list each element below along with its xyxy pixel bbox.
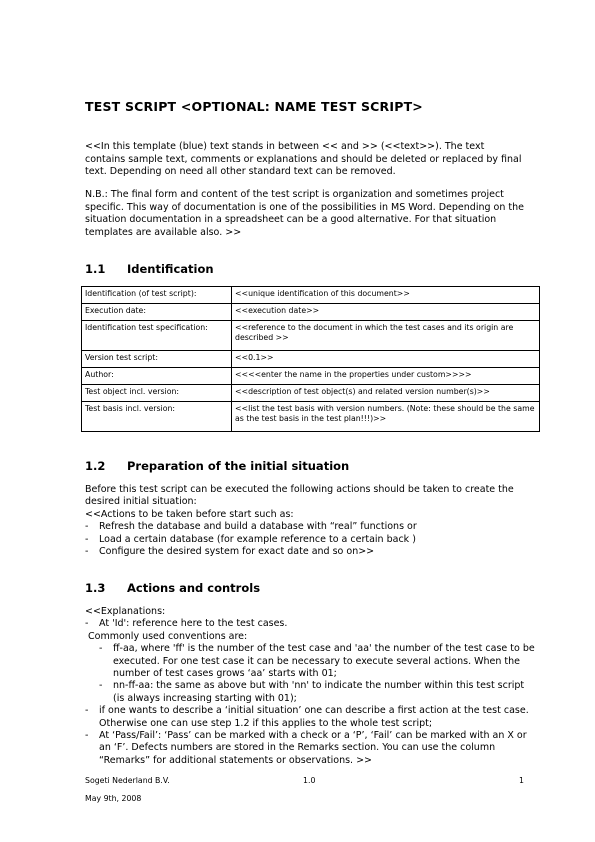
- section-heading-identification: [85, 262, 214, 276]
- table-row: [82, 304, 540, 321]
- explanations-intro: <<Explanations:: [85, 606, 166, 617]
- table-value: <<description of test object(s) and related version number(s)>>: [232, 385, 540, 402]
- conventions-line: Commonly used conventions are:: [85, 630, 248, 642]
- table-value: <<list the test basis with version numbers. (Note: these should be the same as the test basis in the test plan!!!)>>: [232, 402, 540, 432]
- section-number: 1.2: [85, 459, 106, 473]
- list-item: - ff-aa, where 'ff' is the number of the test case and 'aa' the number of the test case to be executed. For one test case it can be necessary to execute several actions. When the number of test cases grows ‘aa’ starts with 01;: [99, 643, 535, 680]
- table-row: [82, 402, 540, 432]
- table-label: Test basis incl. version:: [82, 402, 232, 432]
- footer-company: Sogeti Nederland B.V.: [85, 776, 170, 785]
- list-item: - if one wants to describe a ‘initial situation’ one can describe a first action at the test case. Otherwise one can use step 1.2 if this applies to the whole test script;: [85, 705, 529, 729]
- table-label: Identification (of test script):: [82, 287, 232, 304]
- table-value: <<unique identification of this document>>: [232, 287, 540, 304]
- list-item: - Configure the desired system for exact date and so on>>: [85, 546, 375, 558]
- table-value: <<0.1>>: [232, 351, 540, 368]
- section-number: 1.1: [85, 262, 106, 276]
- table-row: [82, 385, 540, 402]
- table-row: [82, 287, 540, 304]
- footer-date: May 9th, 2008: [85, 794, 142, 803]
- list-item: - Refresh the database and build a database with “real” functions or: [85, 521, 417, 533]
- section-title: Actions and controls: [127, 581, 261, 595]
- footer-page-number: 1: [519, 776, 524, 785]
- table-value: <<execution date>>: [232, 304, 540, 321]
- list-item: - nn-ff-aa: the same as above but with 'nn' to indicate the number within this test script (is always increasing starting with 01);: [99, 680, 525, 704]
- section-title: Preparation of the initial situation: [127, 459, 350, 473]
- section-heading-actions: [85, 581, 260, 595]
- list-item: - At ‘Pass/Fail’: ‘Pass’ can be marked with a check or a ‘P’, ‘Fail’ can be marked with an X or an ‘F’. Defects numbers are stored in the Remarks section. You can use the column “Remarks” for additional statements or observations. >>: [85, 730, 527, 766]
- section-number: 1.3: [85, 581, 106, 595]
- table-row: [82, 351, 540, 368]
- preparation-intro: Before this test script can be executed the following actions should be taken to create the desired initial situation:: [85, 484, 514, 508]
- identification-table: [81, 286, 540, 432]
- table-label: Author:: [82, 368, 232, 385]
- document-title: TEST SCRIPT <OPTIONAL: NAME TEST SCRIPT>: [85, 99, 423, 114]
- list-item: - Load a certain database (for example reference to a certain back ): [85, 533, 416, 545]
- table-label: Identification test specification:: [82, 321, 232, 351]
- table-label: Version test script:: [82, 351, 232, 368]
- table-value: <<reference to the document in which the test cases and its origin are described >>: [232, 321, 540, 351]
- preparation-actions-intro: <<Actions to be taken before start such as:: [85, 508, 294, 520]
- table-label: Test object incl. version:: [82, 385, 232, 402]
- table-label: Execution date:: [82, 304, 232, 321]
- intro-paragraph: <<In this template (blue) text stands in between << and >> (<<text>>). The text contains sample text, comments or explanations and should be deleted or replaced by final text. Depending on need all other standard text can be removed.: [85, 141, 522, 177]
- footer-version: 1.0: [303, 776, 316, 785]
- section-title: Identification: [127, 262, 214, 276]
- table-row: [82, 321, 540, 351]
- table-row: [82, 368, 540, 385]
- table-value: <<<<enter the name in the properties under custom>>>>: [232, 368, 540, 385]
- actions-block: [85, 606, 535, 767]
- preparation-block: [85, 484, 535, 558]
- section-heading-preparation: [85, 459, 349, 473]
- note-paragraph: N.B.: The final form and content of the test script is organization and sometimes project specific. This way of documentation is one of the possibilities in MS Word. Depending on the situation documentation in a spreadsheet can be a good alternative. For that situation templates are available also. >>: [85, 189, 524, 238]
- list-item: - At 'Id': reference here to the test cases.: [85, 618, 288, 630]
